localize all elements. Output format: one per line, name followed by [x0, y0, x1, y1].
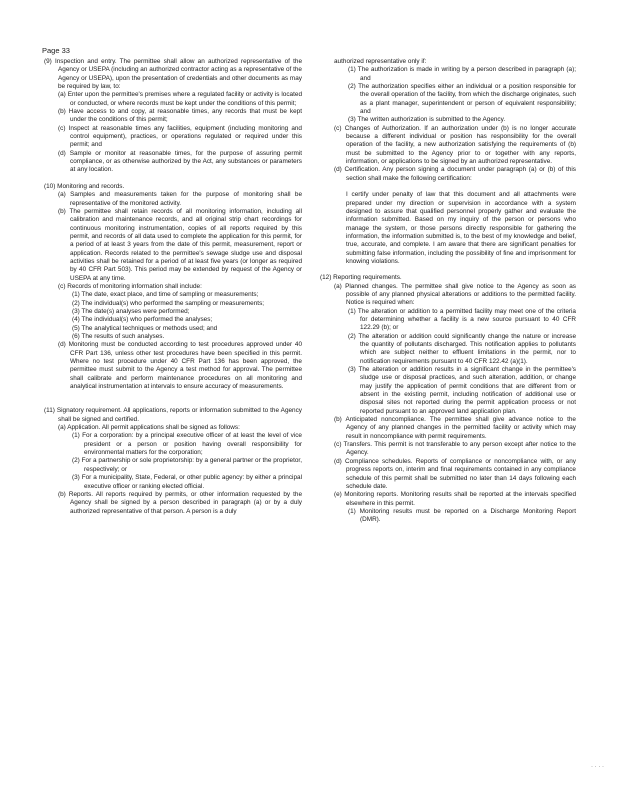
- left-column: [44, 58, 302, 516]
- paragraph-r15: (d) Compliance schedules. Reports of compliance or noncompliance with, or any progress reports on, interim and final requirements contained in any compliance schedule of this permit shall be submitted no later than 14 days following each schedule date.: [334, 457, 576, 490]
- paragraph-l15: (6) The results of such analyses.: [72, 333, 165, 340]
- paragraph-l22: (b) Reports. All reports required by permits, or other information requested by the Agency shall be signed by a person described in paragraph (a) or by a duly authorized representative of that person. A person is a duly: [58, 490, 302, 515]
- paragraph-r14: (c) Transfers. This permit is not transferable to any person except after notice to the Agency.: [334, 441, 576, 457]
- paragraph-l18: (a) Application. All permit applications shall be signed as follows:: [58, 424, 240, 432]
- paragraph-r9: (a) Planned changes. The permittee shall give notice to the Agency as soon as possible of any planned physical alterations or additions to the permitted facility. Notice is required when:: [334, 282, 576, 307]
- paragraph-r17: (1) Monitoring results must be reported on a Discharge Monitoring Report (DMR).: [348, 507, 576, 524]
- paragraph-r2: (1) The authorization is made in writing by a person described in paragraph (a); and: [348, 66, 576, 82]
- paragraph-r13: (b) Anticipated noncompliance. The permittee shall give advance notice to the Agency of any planned changes in the permitted facility or activity which may result in noncompliance with permit requirements.: [334, 416, 576, 440]
- right-column: [320, 58, 576, 525]
- paragraph-gap: [44, 391, 302, 407]
- paragraph-gap: [320, 183, 576, 191]
- paragraph-l7: (a) Samples and measurements taken for the purpose of monitoring shall be representative of the monitored activity.: [58, 191, 302, 207]
- paragraph-l1: (9) Inspection and entry. The permittee shall allow an authorized representative of the Agency or USEPA (including an authorized contractor acting as a representative of the Agency or USEPA), upon the presentation of credentials and other documents as may be required by law, to:: [44, 58, 302, 91]
- paragraph-l9: (c) Records of monitoring information shall include:: [58, 282, 202, 290]
- paragraph-l20: (2) For a partnership or sole proprietorship: by a general partner or the proprietor, respectively; or: [72, 457, 302, 473]
- paragraph-gap: [320, 266, 576, 274]
- paragraph-r6: (d) Certification. Any person signing a document under paragraph (a) or (b) of this section shall make the following certification:: [334, 166, 576, 182]
- paragraph-r11: (2) The alteration or addition could significantly change the nature or increase the quantity of pollutants discharged. This notification applies to pollutants which are subject neither to effluent limitations in the permit, nor to notification requirements pursuant to 40 CFR 122.42 (a)(1).: [348, 332, 576, 365]
- paragraph-r4: (3) The written authorization is submitted to the Agency.: [348, 116, 506, 124]
- paragraph-l12: (3) The date(s) analyses were performed;: [72, 307, 190, 315]
- paragraph-l5: (d) Sample or monitor at reasonable times, for the purpose of assuring permit compliance, or as otherwise authorized by the Act, any substances or parameters at any location.: [58, 149, 302, 174]
- paragraph-l17: (11) Signatory requirement. All applications, reports or information submitted to the Agency shall be signed and certified.: [44, 407, 302, 423]
- paragraph-r12: (3) The alteration or addition results in a significant change in the permittee's sludge use or disposal practices, and such alteration, addition, or change may justify the application of permit conditions that are different from or absent in the existing permit, including notification of additional use or disposal sites not reported during the permit application process or not reported pursuant to an approved land application plan.: [348, 366, 576, 415]
- paragraph-l10: (1) The date, exact place, and time of sampling or measurements;: [72, 291, 259, 299]
- paragraph-r10: (1) The alteration or addition to a permitted facility may meet one of the criteria for determining whether a facility is a new source pursuant to 40 CFR 122.29 (b); or: [348, 307, 576, 332]
- paragraph-l13: (4) The individual(s) who performed the analyses;: [72, 316, 213, 324]
- page-number: Page 33: [42, 46, 70, 55]
- paragraph-l16: (d) Monitoring must be conducted according to test procedures approved under 40 CFR Part 136, unless other test procedures have been specified in this permit. Where no test procedure under 40 CFR Part 136 has been approved, the permittee must submit to the Agency a test method for approval. The permittee shall calibrate and perform maintenance procedures on all monitoring and analytical instrumentation at intervals to ensure accuracy of measurements.: [58, 341, 302, 391]
- paragraph-gap: [44, 175, 302, 183]
- paragraph-l11: (2) The individual(s) who performed the sampling or measurements;: [72, 299, 265, 307]
- paragraph-r5: (c) Changes of Authorization. If an authorization under (b) is no longer accurate because a different individual or position has responsibility for the overall operation of the facility, a new authorization satisfying the requirements of (b) must be submitted to the Agency prior to or together with any reports, information, or applications to be signed by an authorized representative.: [334, 124, 576, 166]
- paragraph-r1: authorized representative only if:: [334, 58, 427, 65]
- paragraph-r16: (e) Monitoring reports. Monitoring results shall be reported at the intervals specified elsewhere in this permit.: [334, 491, 576, 507]
- paragraph-l4: (c) Inspect at reasonable times any facilities, equipment (including monitoring and control equipment), practices, or operations regulated or required under this permit; and: [58, 124, 302, 149]
- paragraph-l8: (b) The permittee shall retain records of all monitoring information, including all calibration and maintenance records, and all original strip chart recordings for continuous monitoring instrumentation, copies of all reports required by this permit, and records of all data used to complete the application for this permit, for a period of at least 3 years from the date of this permit, measurement, report or application. Records related to the permittee's sewage sludge use and disposal activities shall be retained for a period of at least five years (or longer as required by 40 CFR Part 503). This period may be extended by request of the Agency or USEPA at any time.: [58, 207, 302, 282]
- paragraph-l6: (10) Monitoring and records.: [44, 182, 125, 190]
- paragraph-l19: (1) For a corporation: by a principal executive officer of at least the level of vice president or a person or position having overall responsibility for environmental matters for the corporation;: [72, 432, 302, 457]
- paragraph-r8: (12) Reporting requirements.: [320, 274, 402, 282]
- paragraph-l21: (3) For a municipality, State, Federal, or other public agency: by either a principal executive officer or ranking elected official.: [72, 474, 302, 490]
- paragraph-l2: (a) Enter upon the permittee's premises where a regulated facility or activity is located or conducted, or where records must be kept under the conditions of this permit;: [58, 91, 302, 107]
- paragraph-r3: (2) The authorization specifies either an individual or a position responsible for the overall operation of the facility, from which the discharge originates, such as a plant manager, superintendent or person of equivalent responsibility; and: [348, 83, 576, 116]
- paragraph-l3: (b) Have access to and copy, at reasonable times, any records that must be kept under the conditions of this permit;: [58, 108, 302, 124]
- footer-mark: · · · ·: [591, 764, 604, 770]
- paragraph-l14: (5) The analytical techniques or methods used; and: [72, 324, 218, 332]
- paragraph-r7: I certify under penalty of law that this document and all attachments were prepared under my direction or supervision in accordance with a system designed to assure that qualified personnel properly gather and evaluate the information submitted. Based on my inquiry of the person or persons who manage the system, or those persons directly responsible for gathering the information, the information submitted is, to the best of my knowledge and belief, true, accurate, and complete. I am aware that there are significant penalties for submitting false information, including the possibility of fine and imprisonment for knowing violations.: [346, 191, 576, 265]
